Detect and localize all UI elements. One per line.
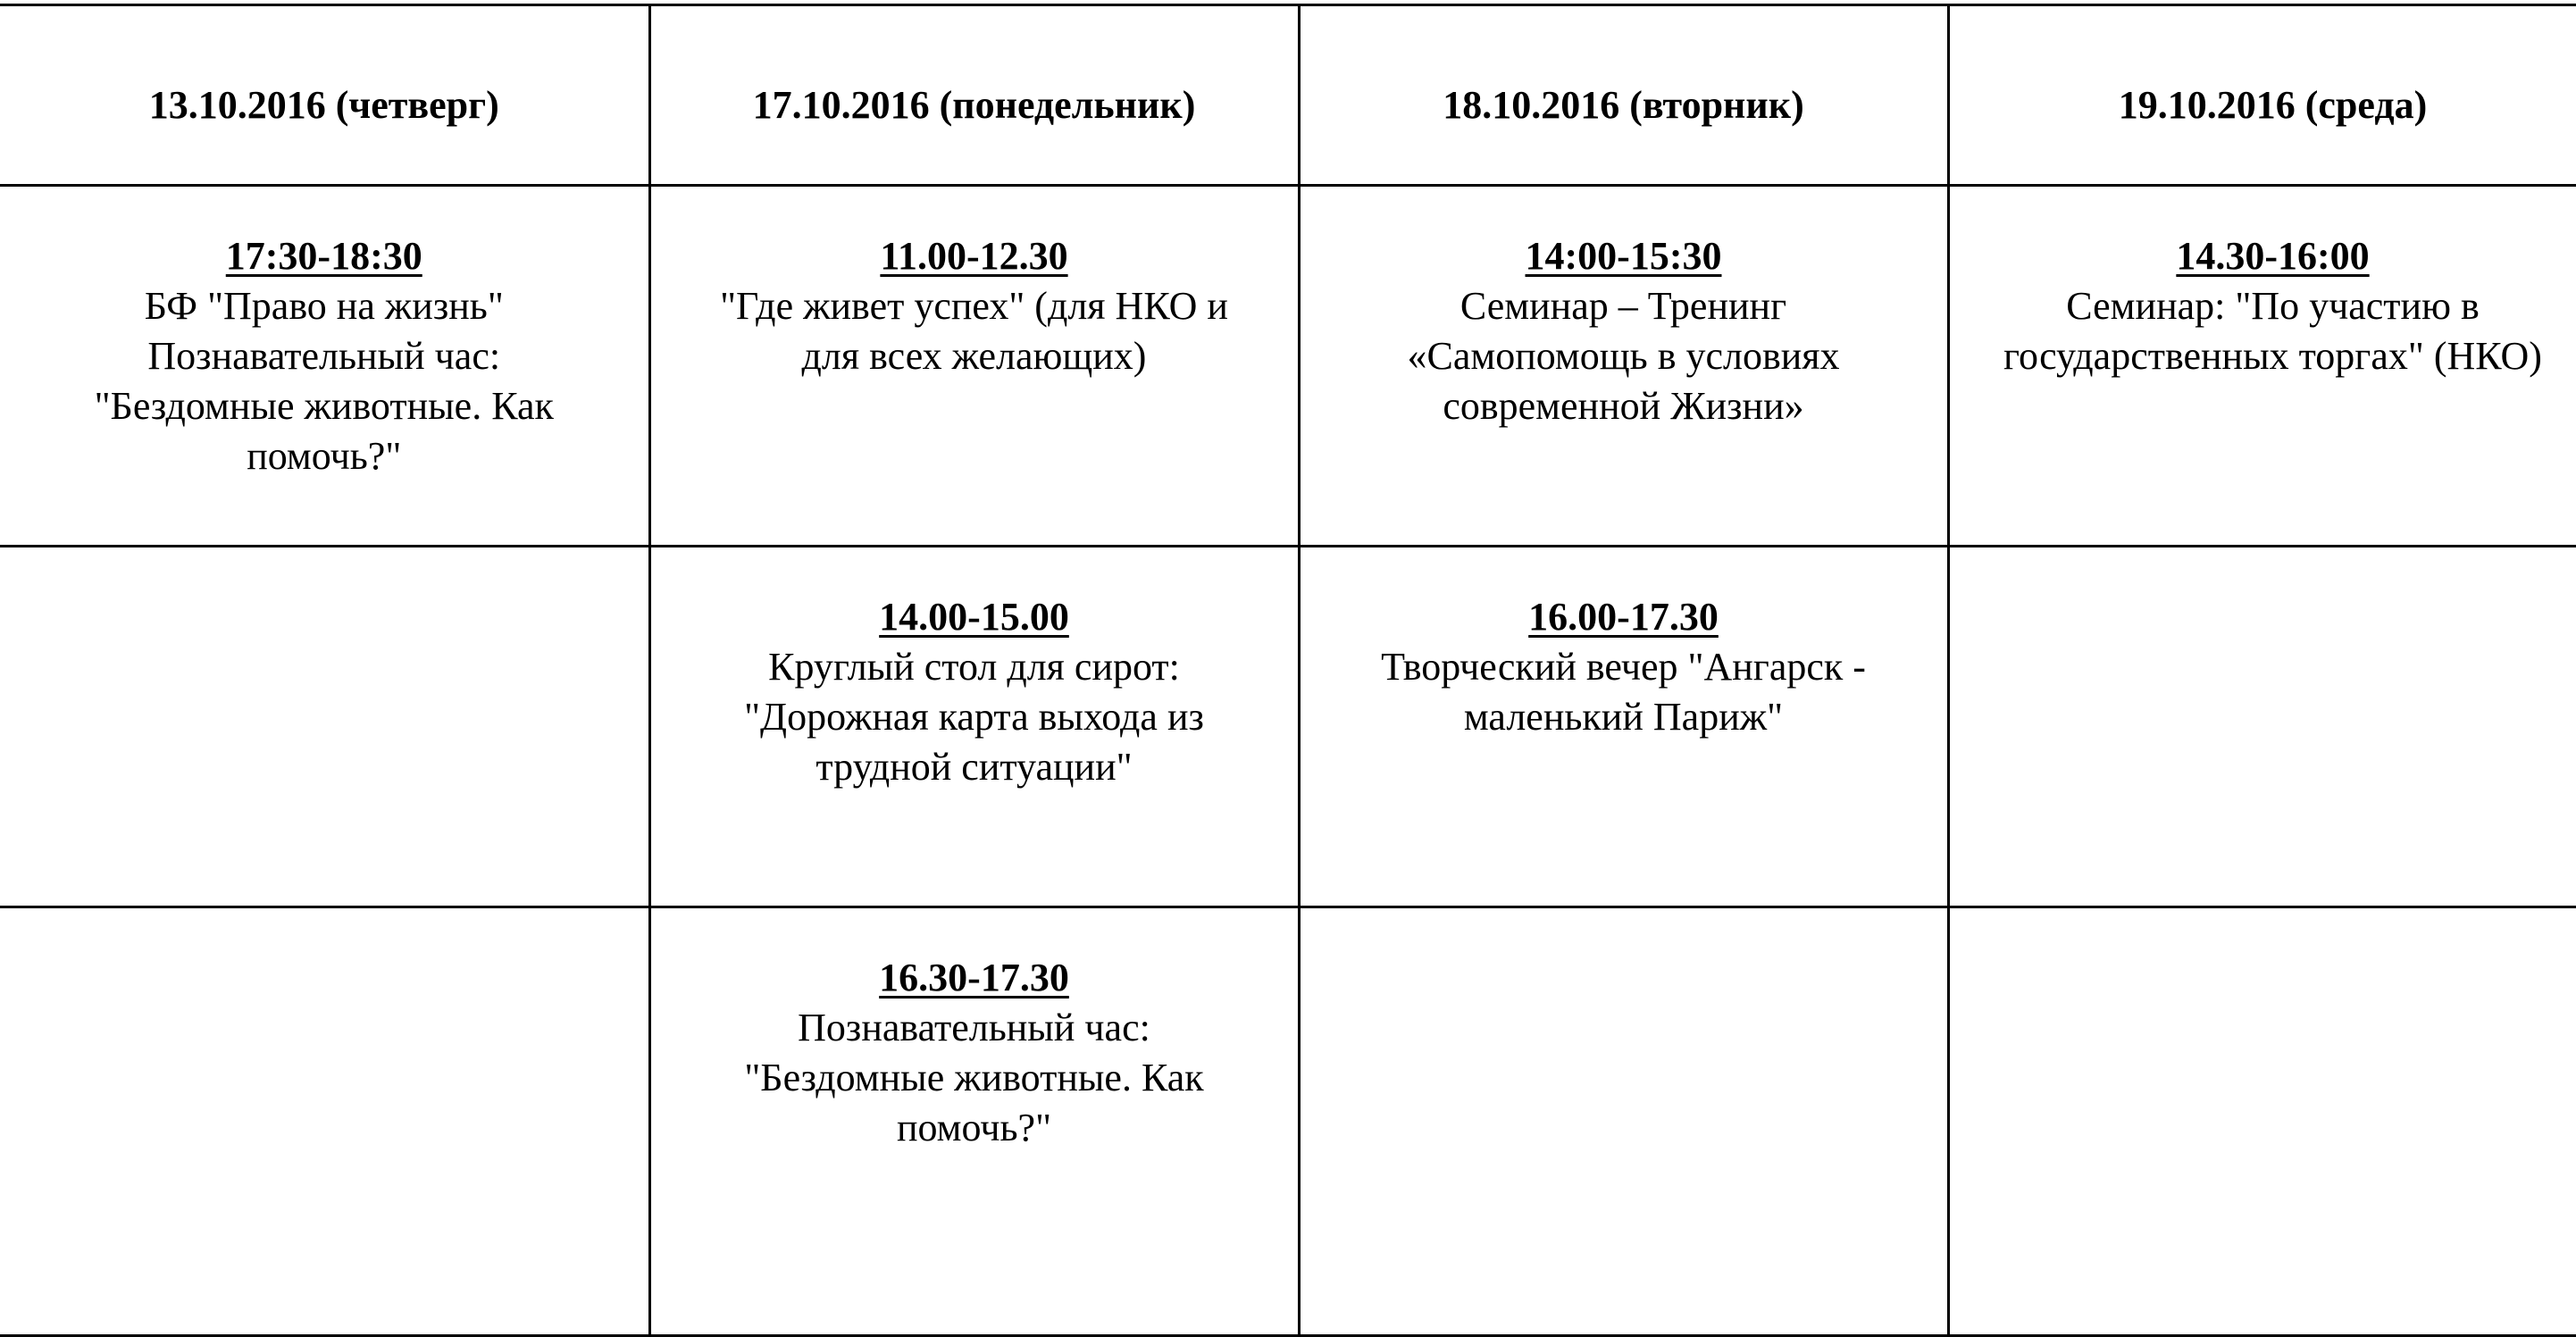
header-date-3: 18.10.2016 (вторник) xyxy=(1299,5,1948,186)
event-description: Семинар – Тренинг «Самопомощь в условиях современной Жизни» xyxy=(1306,281,1942,431)
event-description: БФ "Право на жизнь" Познавательный час: "Бездомные животные. Как помочь?" xyxy=(5,281,643,481)
event-cell xyxy=(649,547,1299,907)
table-row xyxy=(0,907,2576,1336)
header-date-2: 17.10.2016 (понедельник) xyxy=(649,5,1299,186)
event-schedule-table xyxy=(0,4,2576,1337)
event-description: Семинар: "По участию в государственных торгах" (НКО) xyxy=(1955,281,2576,381)
table-row xyxy=(0,547,2576,907)
event-time: 11.00-12.30 xyxy=(657,231,1292,281)
event-cell xyxy=(0,186,649,547)
empty-cell xyxy=(1299,907,1948,1336)
event-description: Круглый стол для сирот: "Дорожная карта выхода из трудной ситуации" xyxy=(657,642,1292,792)
event-description: "Где живет успех" (для НКО и для всех желающих) xyxy=(657,281,1292,381)
event-cell xyxy=(1299,186,1948,547)
event-cell xyxy=(649,186,1299,547)
event-description: Познавательный час: "Бездомные животные. Как помочь?" xyxy=(657,1003,1292,1153)
event-time: 16.30-17.30 xyxy=(657,953,1292,1003)
event-time: 14.00-15.00 xyxy=(657,592,1292,642)
empty-cell xyxy=(1948,907,2576,1336)
event-cell xyxy=(1299,547,1948,907)
header-date-1: 13.10.2016 (четверг) xyxy=(0,5,649,186)
empty-cell xyxy=(0,547,649,907)
event-cell xyxy=(1948,186,2576,547)
event-time: 17:30-18:30 xyxy=(5,231,643,281)
event-time: 14:00-15:30 xyxy=(1306,231,1942,281)
empty-cell xyxy=(1948,547,2576,907)
table-row xyxy=(0,186,2576,547)
header-date-4: 19.10.2016 (среда) xyxy=(1948,5,2576,186)
event-cell xyxy=(649,907,1299,1336)
header-row xyxy=(0,5,2576,186)
event-time: 14.30-16:00 xyxy=(1955,231,2576,281)
empty-cell xyxy=(0,907,649,1336)
event-description: Творческий вечер "Ангарск - маленький Париж" xyxy=(1306,642,1942,742)
event-time: 16.00-17.30 xyxy=(1306,592,1942,642)
